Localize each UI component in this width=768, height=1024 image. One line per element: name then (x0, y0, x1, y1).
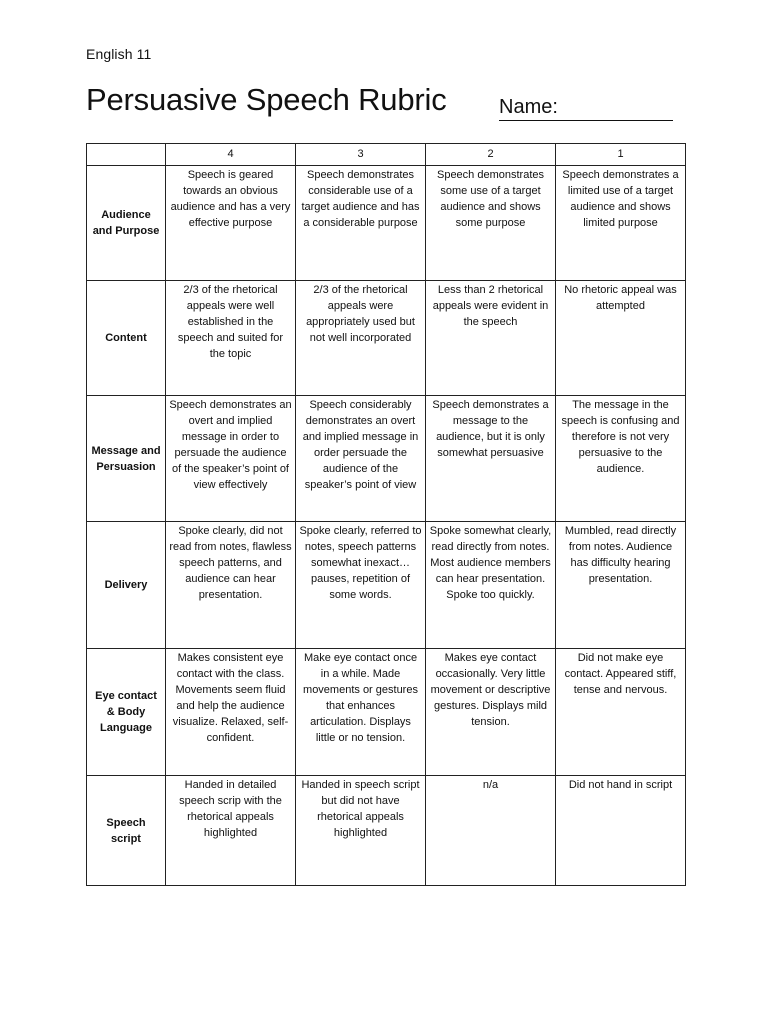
rubric-cell: Speech demonstrates a message to the audience, but it is only somewhat persuasive (426, 396, 556, 522)
rubric-cell: Spoke clearly, did not read from notes, flawless speech patterns, and audience can hear presentation. (166, 522, 296, 649)
corner-cell (87, 144, 166, 166)
table-row (87, 649, 686, 776)
rubric-cell: Spoke somewhat clearly, read directly from notes. Most audience members can hear presentation. Spoke too quickly. (426, 522, 556, 649)
name-label: Name: (499, 96, 558, 118)
score-header: 4 (166, 144, 296, 166)
rubric-cell: Mumbled, read directly from notes. Audience has difficulty hearing presentation. (556, 522, 686, 649)
rubric-cell: 2/3 of the rhetorical appeals were appropriately used but not well incorporated (296, 281, 426, 396)
table-row (87, 522, 686, 649)
name-field[interactable] (499, 96, 673, 121)
page-title: Persuasive Speech Rubric (86, 82, 447, 117)
table-row (87, 281, 686, 396)
rubric-cell: Less than 2 rhetorical appeals were evident in the speech (426, 281, 556, 396)
rubric-cell: Did not make eye contact. Appeared stiff, tense and nervous. (556, 649, 686, 776)
table-row (87, 166, 686, 281)
rubric-cell: Spoke clearly, referred to notes, speech patterns somewhat inexact…pauses, repetition of some words. (296, 522, 426, 649)
score-header: 1 (556, 144, 686, 166)
rubric-cell: Handed in detailed speech scrip with the rhetorical appeals highlighted (166, 776, 296, 886)
table-row (87, 776, 686, 886)
score-header-row (87, 144, 686, 166)
rubric-cell: Speech demonstrates a limited use of a target audience and shows limited purpose (556, 166, 686, 281)
criterion-label: Content (87, 281, 166, 396)
rubric-cell: Speech demonstrates considerable use of a target audience and has a considerable purpose (296, 166, 426, 281)
rubric-cell: Makes eye contact occasionally. Very little movement or descriptive gestures. Displays mild tension. (426, 649, 556, 776)
rubric-cell: Makes consistent eye contact with the class. Movements seem fluid and help the audience visualize. Relaxed, self-confident. (166, 649, 296, 776)
rubric-cell: Did not hand in script (556, 776, 686, 886)
criterion-label: Message and Persuasion (87, 396, 166, 522)
rubric-cell: Make eye contact once in a while. Made movements or gestures that enhances articulation. Displays little or no tension. (296, 649, 426, 776)
rubric-cell: No rhetoric appeal was attempted (556, 281, 686, 396)
rubric-cell: Speech is geared towards an obvious audience and has a very effective purpose (166, 166, 296, 281)
rubric-cell: Handed in speech script but did not have rhetorical appeals highlighted (296, 776, 426, 886)
criterion-label: Eye contact & Body Language (87, 649, 166, 776)
course-label: English 11 (86, 46, 152, 62)
rubric-cell: Speech demonstrates an overt and implied message in order to persuade the audience of the speaker’s point of view effectively (166, 396, 296, 522)
table-row (87, 396, 686, 522)
rubric-cell: Speech demonstrates some use of a target audience and shows some purpose (426, 166, 556, 281)
rubric-cell: 2/3 of the rhetorical appeals were well established in the speech and suited for the topic (166, 281, 296, 396)
score-header: 2 (426, 144, 556, 166)
criterion-label: Speech script (87, 776, 166, 886)
rubric-cell: The message in the speech is confusing and therefore is not very persuasive to the audience. (556, 396, 686, 522)
rubric-cell: n/a (426, 776, 556, 886)
criterion-label: Audience and Purpose (87, 166, 166, 281)
rubric-table (86, 143, 686, 886)
criterion-label: Delivery (87, 522, 166, 649)
score-header: 3 (296, 144, 426, 166)
rubric-cell: Speech considerably demonstrates an overt and implied message in order persuade the audience of the speaker’s point of view (296, 396, 426, 522)
